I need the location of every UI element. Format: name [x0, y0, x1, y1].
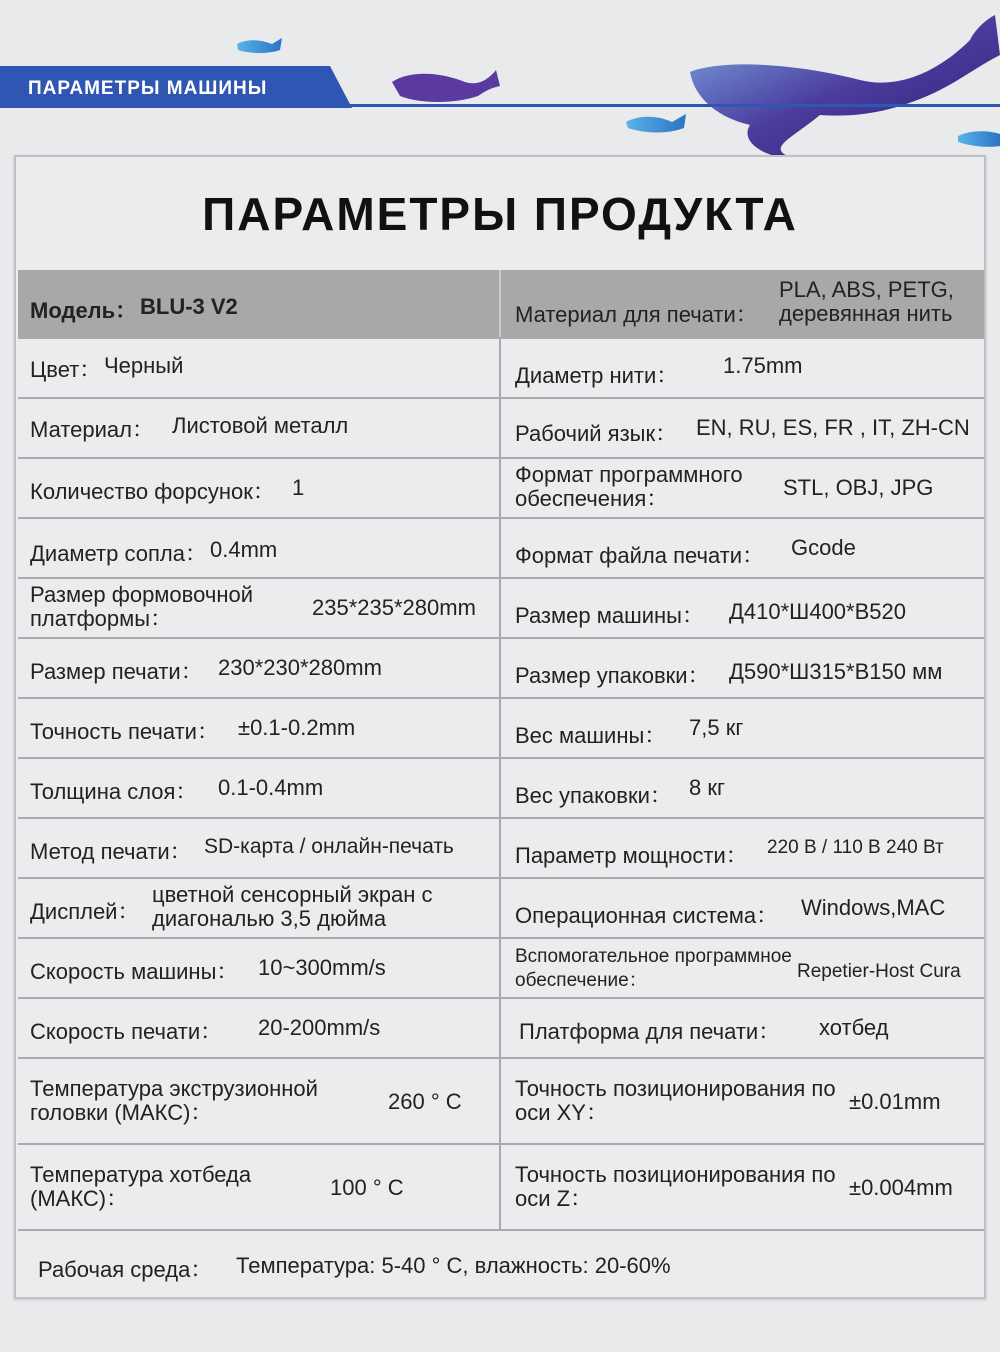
- spec-label: Вес машины：: [515, 723, 667, 748]
- table-row: [18, 939, 984, 997]
- spec-label: Параметр мощности：: [515, 843, 748, 868]
- small-whale-icon: [626, 114, 686, 133]
- table-row: [18, 579, 984, 637]
- spec-value: SD-карта / онлайн-печать: [204, 835, 454, 858]
- table-row: [18, 759, 984, 817]
- spec-label: Точность позиционирования по оси XY：: [515, 1076, 836, 1125]
- spec-label: Материал：: [30, 417, 154, 442]
- spec-value: STL, OBJ, JPG: [783, 475, 934, 500]
- spec-label: Операционная система：: [515, 903, 779, 928]
- spec-value: 20-200mm/s: [258, 1015, 381, 1040]
- whale-icon: [392, 70, 500, 102]
- spec-label: Вес упаковки：: [515, 783, 672, 808]
- spec-label: Размер машины：: [515, 603, 704, 628]
- spec-value: Repetier-Host Cura: [797, 961, 961, 982]
- spec-value: BLU-3 V2: [140, 294, 238, 319]
- table-row: [18, 639, 984, 697]
- spec-value: PLA, ABS, PETG, деревянная нить: [779, 277, 954, 326]
- spec-value: ±0.1-0.2mm: [238, 715, 356, 740]
- spec-value: Gcode: [791, 535, 856, 560]
- spec-value: ±0.004mm: [849, 1175, 953, 1200]
- table-row: [18, 699, 984, 757]
- spec-value: 8 кг: [689, 775, 725, 800]
- spec-value: 220 В / 110 В 240 Вт: [767, 837, 944, 858]
- spec-value: 1.75mm: [723, 353, 803, 378]
- spec-label: Скорость печати：: [30, 1019, 223, 1044]
- spec-label: Диаметр нити：: [515, 363, 679, 388]
- spec-label: Толщина слоя：: [30, 779, 198, 804]
- table-row: [18, 519, 984, 577]
- spec-label: Метод печати：: [30, 839, 192, 864]
- spec-value: Windows,MAC: [801, 895, 946, 920]
- table-row: [18, 819, 984, 877]
- spec-label: Вспомогательное программное обеспечение：: [515, 946, 792, 991]
- spec-value: 0.4mm: [210, 537, 278, 562]
- spec-value: Д590*Ш315*В150 мм: [729, 659, 943, 684]
- spec-label: Формат программного обеспечения：: [515, 462, 743, 511]
- spec-value: 0.1-0.4mm: [218, 775, 324, 800]
- spec-value: 230*230*280mm: [218, 655, 382, 680]
- spec-label: Размер упаковки：: [515, 663, 710, 688]
- spec-card: [14, 155, 986, 1299]
- spec-label: Модель：: [30, 298, 138, 323]
- spec-label: Точность печати：: [30, 719, 219, 744]
- spec-label: Точность позиционирования по оси Z：: [515, 1162, 836, 1211]
- spec-label: Дисплей：: [30, 899, 140, 924]
- table-row: [18, 1231, 984, 1297]
- spec-label: Диаметр сопла：: [30, 541, 207, 566]
- table-row: [18, 999, 984, 1057]
- spec-label: Температура экструзионной головки (МАКС)：: [30, 1076, 318, 1125]
- spec-value: хотбед: [819, 1015, 889, 1040]
- table-row: [18, 339, 984, 397]
- banner-underline: [340, 104, 1000, 107]
- spec-value: 100 ° C: [330, 1175, 404, 1200]
- section-banner-label: ПАРАМЕТРЫ МАШИНЫ: [28, 78, 268, 99]
- spec-label: Формат файла печати：: [515, 543, 765, 568]
- spec-value: 1: [292, 475, 305, 500]
- small-whale-icon: [958, 131, 1000, 147]
- spec-value: 260 ° C: [388, 1089, 462, 1114]
- spec-value: 235*235*280mm: [312, 595, 476, 620]
- spec-value: Черный: [104, 353, 184, 378]
- big-whale-icon: [690, 15, 1000, 160]
- spec-value: Д410*Ш400*В520: [729, 599, 906, 624]
- spec-label: Материал для печати：: [515, 302, 758, 327]
- spec-label: Температура хотбеда (МАКС)：: [30, 1162, 252, 1211]
- spec-label: Размер печати：: [30, 659, 203, 684]
- small-whale-icon: [237, 38, 282, 53]
- table-row: [18, 1059, 984, 1143]
- spec-label: Рабочая среда：: [38, 1257, 213, 1282]
- spec-label: Размер формовочной платформы：: [30, 582, 253, 631]
- spec-label: Рабочий язык：: [515, 421, 678, 446]
- spec-value: Листовой металл: [172, 413, 349, 438]
- spec-label: Цвет：: [30, 357, 102, 382]
- table-row: [18, 399, 984, 457]
- spec-value: цветной сенсорный экран с диагональю 3,5 дюйма: [152, 882, 433, 931]
- spec-value: ±0.01mm: [849, 1089, 941, 1114]
- table-row: [18, 1145, 984, 1229]
- spec-value: Температура: 5-40 ° C, влажность: 20-60%: [236, 1253, 671, 1278]
- table-row: [18, 270, 984, 337]
- spec-value: EN, RU, ES, FR , IT, ZH-CN: [696, 415, 970, 440]
- spec-label: Скорость машины：: [30, 959, 239, 984]
- spec-label: Количество форсунок：: [30, 479, 275, 504]
- table-row: [18, 879, 984, 937]
- card-title: ПАРАМЕТРЫ ПРОДУКТА: [202, 188, 798, 240]
- spec-value: 7,5 кг: [689, 715, 744, 740]
- spec-value: 10~300mm/s: [258, 955, 386, 980]
- spec-label: Платформа для печати：: [519, 1019, 781, 1044]
- table-row: [18, 459, 984, 517]
